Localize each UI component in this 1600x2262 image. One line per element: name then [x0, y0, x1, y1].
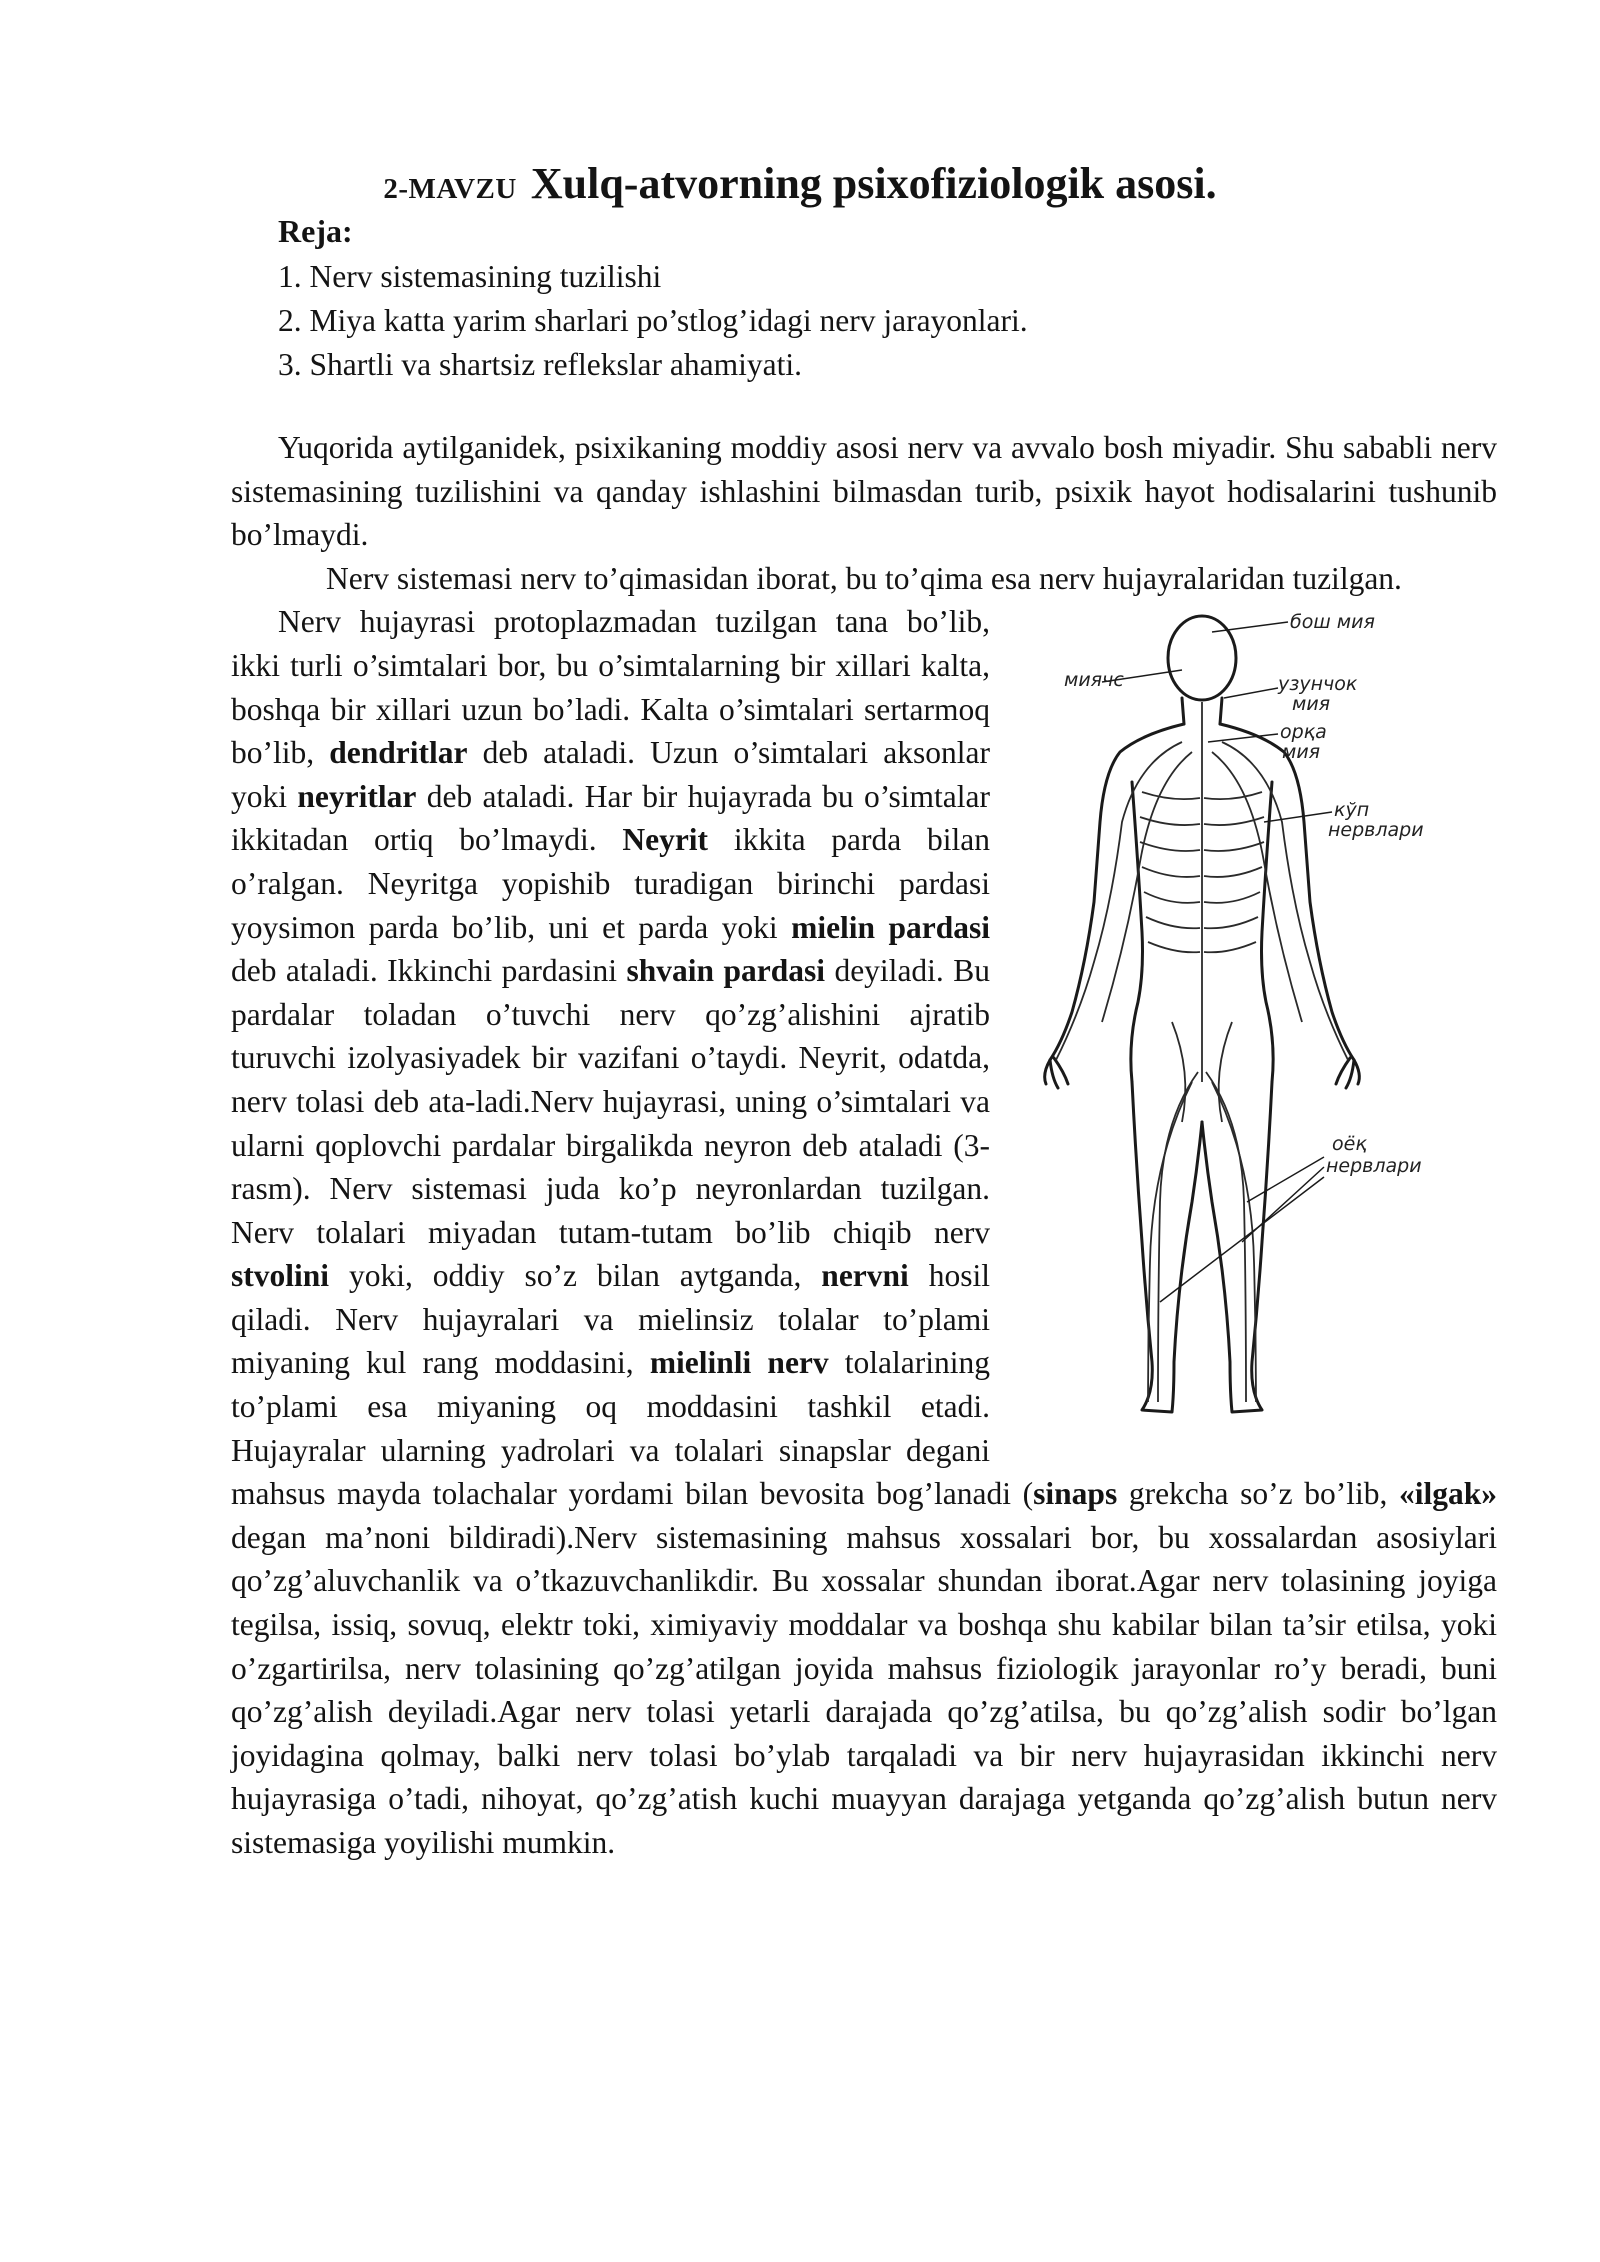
- label-medulla-1: узунчок: [1278, 673, 1358, 696]
- term-neurite: Neyrit: [622, 822, 709, 858]
- label-medulla-2: мия: [1292, 693, 1331, 716]
- human-nervous-system-illustration: [1042, 602, 1497, 1432]
- title-main: Xulq-atvorning psixofiziologik asosi.: [530, 159, 1217, 208]
- term-schwann-sheath: shvain pardasi: [626, 953, 826, 989]
- label-chest-1: кўп: [1334, 799, 1370, 822]
- page-title: [0, 158, 1600, 209]
- text-run: deyiladi. Bu pardalar toladan o’tuvchi nerv qo’zg’alishini ajratib turuvchi izolyasiyadek bir vazifani o’taydi. Neyrit, odatda, nerv tolasi deb ata-ladi.Nerv hujayrasi, uning o’simtalari va ularni qoplovchi pardalar birgalikda neyron deb ataladi (3-rasm). Nerv sistemasi juda ko’p neyronlardan tuzilgan. Nerv tolalari miyadan tutam-tutam bo’lib chiqib nerv: [231, 953, 990, 1250]
- label-leg-2: нервлари: [1326, 1155, 1422, 1178]
- text-run: deb ataladi. Har bir hujayrada bu o’simtalar ikkitadan ortiq bo’lmaydi.: [231, 778, 991, 858]
- term-nerve: nervni: [821, 1258, 909, 1294]
- nervous-system-figure: [1042, 602, 1497, 1432]
- plan-item: 3. Shartli va shartsiz reflekslar ahamiyati.: [278, 347, 802, 382]
- term-trunk: stvolini: [231, 1258, 330, 1294]
- body-text: [231, 426, 1497, 1865]
- label-chest-2: нервлари: [1328, 819, 1424, 842]
- plan-heading: Reja:: [278, 213, 353, 249]
- term-myelinated-nerve: mielinli nerv: [649, 1345, 829, 1381]
- text-run: deb ataladi. Ikkinchi pardasini: [231, 953, 618, 989]
- text-run: yoki, oddiy so’z bilan aytganda,: [348, 1258, 802, 1294]
- text-run: grekcha so’z bo’lib,: [1128, 1476, 1388, 1512]
- text-run: hosil qiladi. Nerv hujayralari va mielinsiz tolalar to’plami miyaning kul rang moddasini,: [231, 1258, 991, 1381]
- plan-item: 1. Nerv sistemasining tuzilishi: [278, 259, 662, 294]
- plan-item: 2. Miya katta yarim sharlari po’stlog’idagi nerv jarayonlari.: [278, 303, 1028, 338]
- term-myelin-sheath: mielin pardasi: [791, 909, 991, 945]
- paragraph-intro: Yuqorida aytilganidek, psixikaning moddiy asosi nerv va avvalo bosh miyadir. Shu sababli nerv sistemasining tuzilishini va qanday ishlashini bilmasdan turib, psixik hayot hodisalarini tushunib bo’lmaydi.: [231, 430, 1497, 553]
- paragraph-tissue: Nerv sistemasi nerv to’qimasidan iborat, bu to’qima esa nerv hujayralaridan tuzilgan.: [326, 560, 1402, 596]
- term-hook: «ilgak»: [1398, 1476, 1498, 1512]
- label-brain: бош мия: [1290, 611, 1375, 634]
- text-run: tolalarining to’plami esa miyaning oq moddasini tashkil etadi. Hujayralar ularning yadrolari va tolalari sinapslar degani mahsus mayda tolachalar yordami bilan bevosita bog’lanadi (: [231, 1345, 1034, 1512]
- label-spinal-1: орқа: [1280, 721, 1327, 744]
- label-cerebellum: миячс: [1064, 669, 1124, 692]
- term-neurites: neyritlar: [297, 778, 417, 814]
- text-run: degan ma’noni bildiradi).Nerv sistemasining mahsus xossalari bor, bu xossalardan asosiylari qo’zg’aluvchanlik va o’tkazuvchanlikdir. Bu xossalar shundan iborat.Agar nerv tolasining joyiga tegilsa, issiq, sovuq, elektr toki, ximiyaviy moddalar va boshqa shu kabilar bilan ta’sir etilsa, yoki o’zgartirilsa, nerv tolasining qo’zg’atilgan joyida mahsus fiziologik jarayonlar ro’y beradi, buni qo’zg’alish deyiladi.Agar nerv tolasi yetarli darajada qo’zg’atilsa, bu qo’zg’alish sodir bo’lgan joyidagina qolmay, balki nerv tolasi bo’ylab tarqaladi va bir nerv hujayrasidan ikkinchi nerv hujayrasiga o’tadi, nihoyat, qo’zg’atish kuchi muayyan darajaga yetganda qo’zg’alish butun nerv sistemasiga yoyilishi mumkin.: [231, 1519, 1497, 1860]
- title-prefix: 2-MAVZU: [383, 173, 517, 205]
- text-run: deb ataladi. Uzun o’simtalari aksonlar yoki: [231, 735, 990, 814]
- term-dendrites: dendritlar: [329, 735, 468, 771]
- label-leg-1: оёқ: [1332, 1133, 1367, 1156]
- term-synapse: sinaps: [1033, 1476, 1118, 1512]
- text-run: Nerv hujayrasi protoplazmadan tuzilgan tana bo’lib, ikki turli o’simtalari bor, bu o’simtalarning bir xillari kalta, boshqa bir xillari uzun bo’ladi. Kalta o’simtalari sertarmoq bo’lib,: [231, 604, 990, 771]
- label-spinal-2: мия: [1282, 741, 1321, 764]
- text-run: ikkita parda bilan o’ralgan. Neyritga yopishib turadigan birinchi pardasi yoysimon parda bo’lib, uni et parda yoki: [231, 822, 991, 945]
- plan-list: [278, 255, 1028, 387]
